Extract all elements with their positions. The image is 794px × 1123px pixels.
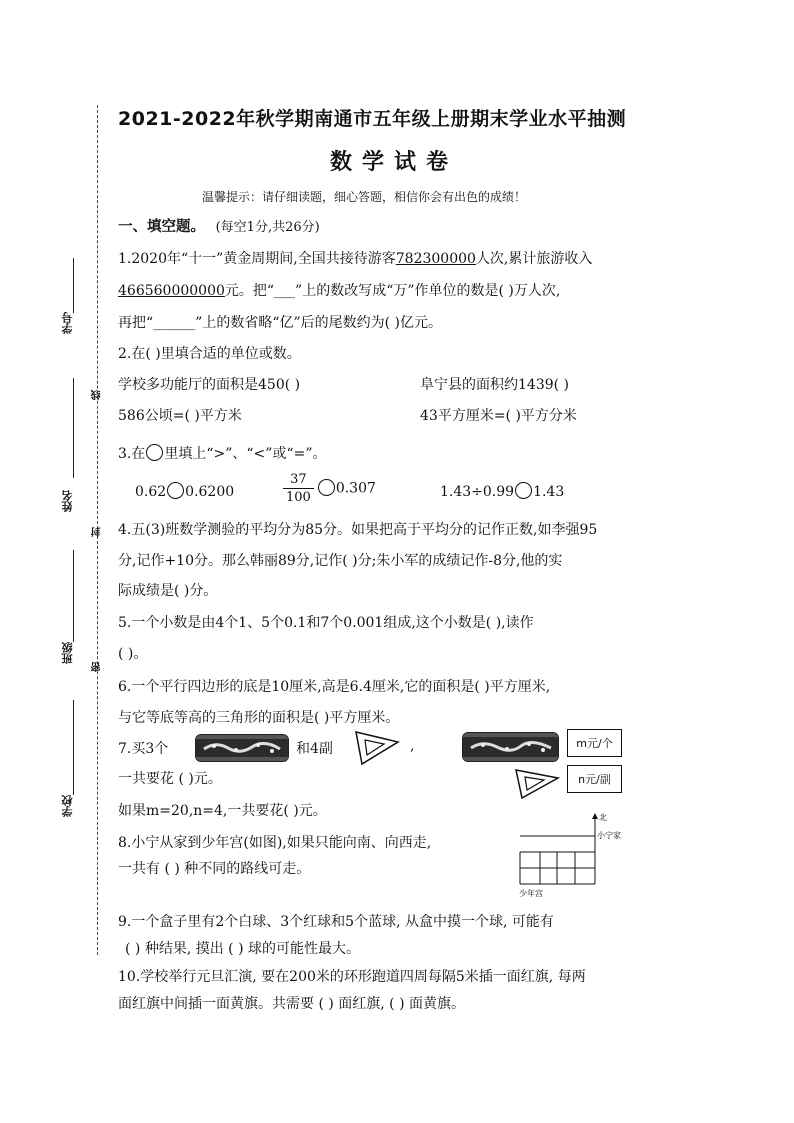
- name-label: 姓名: [61, 490, 74, 512]
- pencil-case-image: [195, 734, 289, 762]
- q3-fraction: [283, 471, 314, 506]
- q8-line-2: 一共有 ( ) 种不同的路线可走。: [118, 861, 311, 877]
- q3-frac-numerator: 37: [283, 471, 314, 489]
- q3-stem-b: 里填上“>”、“<”或“=”。: [164, 446, 327, 462]
- q3-a-left: 0.62: [135, 484, 167, 500]
- q8-line-1: 8.小宁从家到少年宫(如图),如果只能向南、向西走,: [118, 835, 432, 851]
- set-square-icon: [352, 728, 402, 768]
- section-1-label: 一、填空题。: [118, 218, 205, 235]
- school-label: 学校: [61, 795, 74, 817]
- q10-line-2: 面红旗中间插一面黄旗。共需要 ( ) 面红旗, ( ) 面黄旗。: [118, 996, 465, 1012]
- q5-line-1: 5.一个小数是由4个1、5个0.1和7个0.001组成,这个小数是( ),读作: [118, 615, 534, 631]
- seal-mark-seal: 封: [92, 527, 103, 537]
- q2-item-c: 586公顷=( )平方米: [118, 408, 242, 424]
- student-no-blank[interactable]: [73, 258, 74, 313]
- q6-line-1: 6.一个平行四边形的底是10厘米,高是6.4厘米,它的面积是( )平方厘米,: [118, 679, 551, 695]
- q4-line-3: 际成绩是( )分。: [118, 583, 218, 599]
- home-label: 小宁家: [597, 831, 621, 840]
- route-grid-diagram: [515, 808, 633, 903]
- q7-text-b: 和4副: [296, 741, 333, 757]
- q3-item-a: [135, 482, 234, 500]
- set-square-icon-priced: [512, 766, 562, 802]
- name-blank[interactable]: [73, 378, 74, 478]
- q1-number-1: 782300000: [395, 251, 476, 267]
- q4-line-2: 分,记作+10分。那么韩丽89分,记作( )分;朱小军的成绩记作-8分,他的实: [118, 553, 563, 569]
- q10-line-1: 10.学校举行元旦汇演, 要在200米的环形跑道四周每隔5米插一面红旗, 每两: [118, 969, 586, 985]
- q2-item-b: 阜宁县的面积约1439( ): [420, 377, 570, 393]
- price-tag-n: n元/副: [567, 765, 622, 793]
- q1-line-1: [118, 248, 592, 268]
- q1-text-b: 人次,累计旅游收入: [475, 251, 593, 267]
- compare-circle-icon: [146, 444, 163, 461]
- north-label: 北: [599, 813, 607, 822]
- q1-line-3: 再把“______”上的数省略“亿”后的尾数约为( )亿元。: [118, 315, 443, 331]
- q7-text-a: 7.买3个: [118, 741, 169, 757]
- q3-c-circle[interactable]: [515, 482, 532, 499]
- q1-text-c: 元。把“___”上的数改写成“万”作单位的数是( )万人次,: [224, 283, 561, 299]
- q3-stem: [118, 443, 327, 463]
- q3-stem-a: 3.在: [118, 446, 146, 462]
- exam-title: 2021-2022年秋学期南通市五年级上册期末学业水平抽测: [118, 108, 627, 130]
- q3-b-right: 0.307: [335, 480, 376, 497]
- section-1-heading: [118, 215, 320, 236]
- exam-tip: 温馨提示：请仔细读题，细心答题，相信你会有出色的成绩！: [202, 190, 527, 204]
- q9-line-1: 9.一个盒子里有2个白球、3个红球和5个蓝球, 从盒中摸一个球, 可能有: [118, 914, 554, 930]
- q5-line-2: ( )。: [118, 646, 148, 662]
- class-blank[interactable]: [73, 550, 74, 642]
- q3-c-right: 1.43: [533, 484, 565, 500]
- q3-c-left: 1.43÷0.99: [440, 484, 515, 500]
- q1-text-a: 1.2020年“十一”黄金周期间,全国共接待游客: [118, 251, 396, 267]
- school-blank[interactable]: [73, 700, 74, 795]
- pencil-case-image-priced: [462, 732, 559, 762]
- q3-a-circle[interactable]: [167, 482, 184, 499]
- section-1-note: (每空1分,共26分): [215, 220, 320, 235]
- student-no-label: 学号: [61, 312, 74, 334]
- q2-item-d: 43平方厘米=( )平方分米: [420, 408, 577, 424]
- q3-a-right: 0.6200: [185, 484, 235, 500]
- seal-mark-secret: 密: [92, 662, 103, 672]
- q3-item-b: [283, 471, 376, 506]
- palace-label: 少年宫: [519, 889, 543, 898]
- q7-text-d: 如果m=20,n=4,一共要花( )元。: [118, 803, 327, 819]
- q2-stem: 2.在( )里填合适的单位或数。: [118, 346, 301, 362]
- q4-line-1: 4.五(3)班数学测验的平均分为85分。如果把高于平均分的记作正数,如李强95: [118, 522, 598, 538]
- q1-line-2: [118, 280, 560, 300]
- q7-text-c: 一共要花 ( )元。: [118, 771, 222, 787]
- exam-subtitle: 数学试卷: [330, 150, 459, 175]
- q3-b-circle[interactable]: [318, 479, 335, 496]
- q2-item-a: 学校多功能厅的面积是450( ): [118, 377, 301, 393]
- q3-item-c: [440, 482, 564, 500]
- q9-line-2: ( ) 种结果, 摸出 ( ) 球的可能性最大。: [125, 941, 360, 957]
- class-label: 班级: [61, 642, 74, 664]
- q7-comma: ,: [410, 738, 415, 754]
- price-tag-m: m元/个: [567, 729, 622, 757]
- seal-mark-line: 线: [92, 390, 103, 400]
- q1-number-2: 466560000000: [118, 283, 225, 299]
- q3-frac-denominator: 100: [286, 490, 311, 505]
- q6-line-2: 与它等底等高的三角形的面积是( )平方厘米。: [118, 710, 400, 726]
